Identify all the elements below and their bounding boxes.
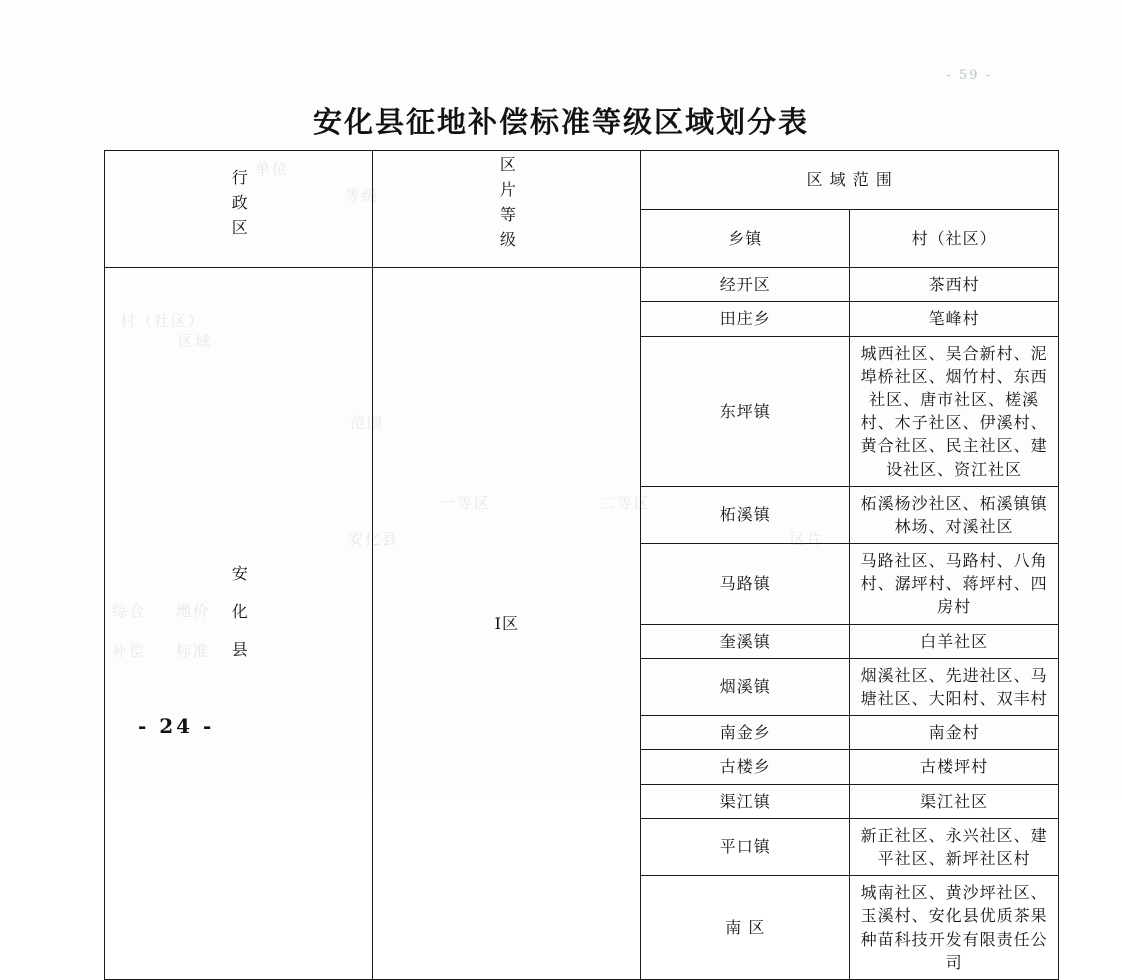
ghost-mark-8: 安化县 xyxy=(348,530,400,548)
ghost-mark-5: 范围 xyxy=(350,414,385,432)
admin-area-text: 安化县 xyxy=(229,565,249,680)
header-region-scope: 区 域 范 围 xyxy=(641,151,1059,210)
cell-township: 奎溪镇 xyxy=(641,624,850,658)
cell-township: 田庄乡 xyxy=(641,302,850,336)
ghost-mark-11: 地价 xyxy=(176,602,211,620)
cell-villages: 新正社区、永兴社区、建平社区、新坪社区村 xyxy=(850,818,1059,875)
cell-township: 南金乡 xyxy=(641,716,850,750)
ghost-mark-1: 单位 xyxy=(255,160,290,178)
cell-township: 平口镇 xyxy=(641,818,850,875)
cell-township: 柘溪镇 xyxy=(641,486,850,543)
cell-township: 南 区 xyxy=(641,876,850,980)
zone-division-table xyxy=(104,150,1059,980)
cell-villages: 马路社区、马路村、八角村、潺坪村、蒋坪村、四房村 xyxy=(850,544,1059,625)
cell-township: 烟溪镇 xyxy=(641,658,850,715)
cell-villages: 烟溪社区、先进社区、马塘社区、大阳村、双丰村 xyxy=(850,658,1059,715)
ghost-mark-4: 区域 xyxy=(178,332,213,350)
cell-villages: 南金村 xyxy=(850,716,1059,750)
ghost-mark-13: 标准 xyxy=(176,642,211,660)
ghost-mark-9: 区片 xyxy=(790,530,825,548)
cell-villages: 城西社区、吴合新村、泥埠桥社区、烟竹村、东西社区、唐市社区、槎溪村、木子社区、伊溪村、黄合社区、民主社区、建设社区、资江社区 xyxy=(850,336,1059,486)
ghost-mark-3: 村（社区） xyxy=(120,312,206,330)
cell-township: 东坪镇 xyxy=(641,336,850,486)
page-title: 安化县征地补偿标准等级区域划分表 xyxy=(312,105,809,139)
cell-villages: 茶西村 xyxy=(850,268,1059,302)
cell-township: 渠江镇 xyxy=(641,784,850,818)
ghost-mark-6: 一等区 xyxy=(440,494,492,512)
ghost-mark-7: 二等区 xyxy=(600,494,652,512)
cell-township: 古楼乡 xyxy=(641,750,850,784)
header-zone-grade xyxy=(373,151,641,268)
ghost-mark-12: 补偿 xyxy=(112,642,147,660)
header-zone-grade-label: 区片等级 xyxy=(497,156,517,256)
cell-township: 马路镇 xyxy=(641,544,850,625)
header-admin-area-label: 行政区 xyxy=(229,168,249,244)
cell-admin-area-value xyxy=(105,268,373,980)
header-village: 村（社区） xyxy=(850,209,1059,268)
table-row xyxy=(105,268,1059,302)
cell-villages: 白羊社区 xyxy=(850,624,1059,658)
cell-villages: 渠江社区 xyxy=(850,784,1059,818)
ghost-mark-2: 等级 xyxy=(345,187,380,205)
ghost-mark-10: 综合 xyxy=(112,602,147,620)
header-township: 乡镇 xyxy=(641,209,850,268)
page-number-top: - 59 - xyxy=(946,68,992,83)
cell-villages: 城南社区、黄沙坪社区、玉溪村、安化县优质茶果种苗科技开发有限责任公司 xyxy=(850,876,1059,980)
page-number-bottom: - 24 - xyxy=(138,714,215,738)
cell-villages: 笔峰村 xyxy=(850,302,1059,336)
header-admin-area xyxy=(105,151,373,268)
cell-villages: 古楼坪村 xyxy=(850,750,1059,784)
cell-zone-grade-value: Ⅰ区 xyxy=(373,268,641,980)
cell-villages: 柘溪杨沙社区、柘溪镇镇林场、对溪社区 xyxy=(850,486,1059,543)
table-header-row-1 xyxy=(105,151,1059,210)
cell-township: 经开区 xyxy=(641,268,850,302)
